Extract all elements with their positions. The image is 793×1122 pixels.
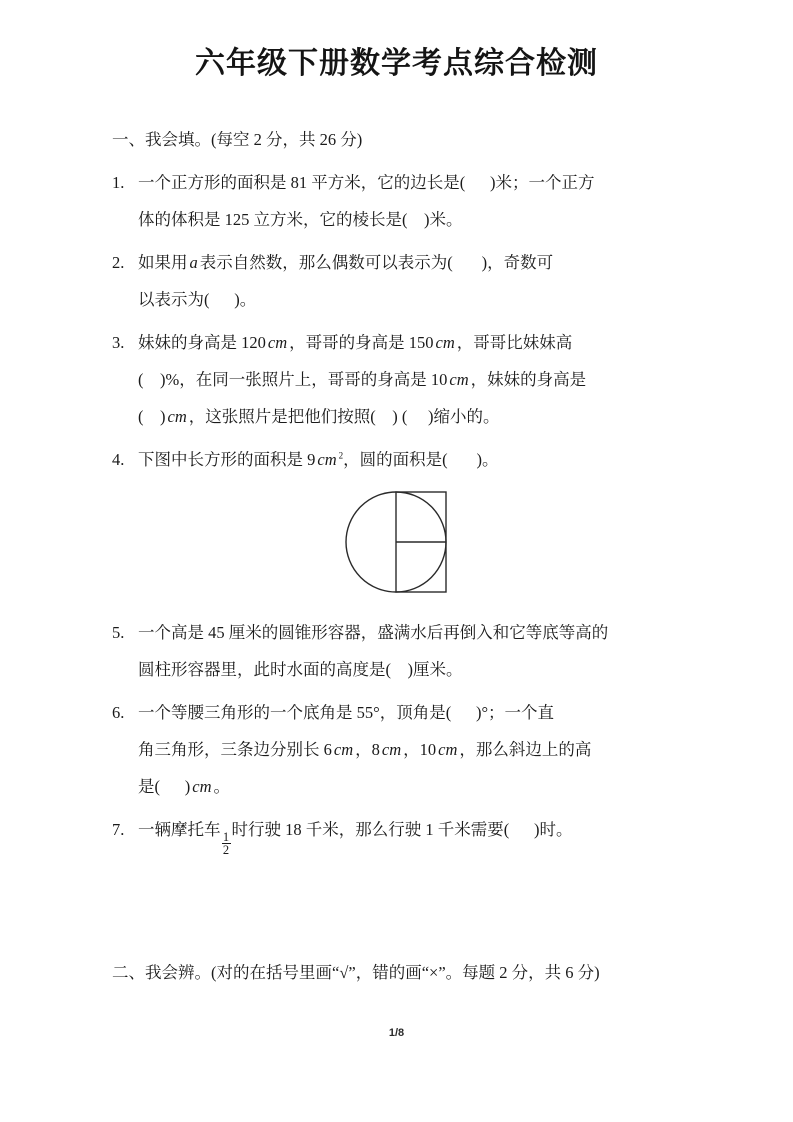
question-3-text-g: ( bbox=[138, 407, 144, 426]
question-1-text-b: )米；一个正方 bbox=[490, 173, 595, 192]
question-1-line-2 bbox=[138, 201, 688, 238]
question-6-number: 6. bbox=[112, 703, 125, 722]
question-3-body bbox=[138, 324, 688, 435]
fraction-one-half bbox=[221, 831, 232, 858]
question-2-text-a: 如果用 bbox=[138, 253, 188, 272]
question-7-text-c: )时。 bbox=[534, 820, 573, 839]
variable-a: a bbox=[189, 253, 198, 272]
question-5 bbox=[112, 614, 688, 688]
question-3-text-a: 妹妹的身高是 120 bbox=[138, 333, 266, 352]
figure-container bbox=[112, 484, 688, 610]
question-5-text-b: 圆柱形容器里，此时水面的高度是( bbox=[138, 660, 391, 679]
answer-blank[interactable] bbox=[451, 694, 476, 731]
unit-cm: cm bbox=[438, 740, 458, 759]
question-5-line-1 bbox=[138, 614, 688, 651]
question-6-text-e: ，10 bbox=[403, 740, 437, 759]
answer-blank[interactable] bbox=[448, 441, 477, 478]
page-title: 六年级下册数学考点综合检测 bbox=[195, 47, 598, 80]
unit-cm: cm bbox=[192, 777, 212, 796]
question-2-number: 2. bbox=[112, 253, 125, 272]
question-3-text-c: ，哥哥比妹妹高 bbox=[456, 333, 573, 352]
answer-blank[interactable] bbox=[210, 281, 235, 318]
question-5-text-c: )厘米。 bbox=[407, 660, 463, 679]
question-6-line-2 bbox=[138, 731, 688, 768]
question-7-line-1 bbox=[138, 811, 688, 857]
question-7 bbox=[112, 811, 688, 857]
question-3-line-2 bbox=[138, 361, 688, 398]
unit-cm: cm bbox=[381, 740, 402, 759]
answer-blank[interactable] bbox=[407, 398, 428, 435]
question-1-text-a: 一个正方形的面积是 81 平方米，它的边长是( bbox=[138, 173, 466, 192]
section-heading-one: 一、我会填。(每空 2 分，共 26 分) bbox=[112, 130, 363, 149]
question-4-number: 4. bbox=[112, 450, 125, 469]
question-3-text-i: ，这张照片是把他们按照( bbox=[188, 407, 376, 426]
question-2-text-b: 表示自然数，那么偶数可以表示为( bbox=[199, 253, 453, 272]
question-3-text-e: )%，在同一张照片上，哥哥的身高是 10 bbox=[160, 370, 448, 389]
answer-blank[interactable] bbox=[509, 811, 534, 848]
question-6-text-i: 。 bbox=[213, 777, 230, 796]
question-3-line-3 bbox=[138, 398, 688, 435]
question-6 bbox=[112, 694, 688, 805]
question-3-text-h: ) bbox=[160, 407, 166, 426]
question-1-text-c: 体的体积是 125 立方米，它的棱长是( bbox=[138, 210, 408, 229]
question-2 bbox=[112, 244, 688, 318]
question-7-text-b: 时行驶 18 千米，那么行驶 1 千米需要( bbox=[231, 820, 510, 839]
answer-blank[interactable] bbox=[376, 398, 393, 435]
question-4-text-b: ，圆的面积是( bbox=[343, 450, 448, 469]
answer-blank[interactable] bbox=[144, 361, 161, 398]
question-2-body bbox=[138, 244, 688, 318]
question-4-text-a: 下图中长方形的面积是 9 bbox=[138, 450, 316, 469]
question-3-line-1 bbox=[138, 324, 688, 361]
fraction-denominator: 2 bbox=[222, 843, 230, 858]
question-3-text-k: )缩小的。 bbox=[428, 407, 500, 426]
question-2-text-c: )，奇数可 bbox=[481, 253, 554, 272]
question-5-body bbox=[138, 614, 688, 688]
question-6-text-d: ，8 bbox=[355, 740, 380, 759]
section-spacer bbox=[112, 863, 688, 959]
question-1-body bbox=[138, 164, 688, 238]
question-2-text-d: 以表示为( bbox=[138, 290, 210, 309]
unit-cm: cm bbox=[167, 407, 187, 426]
answer-blank[interactable] bbox=[453, 244, 482, 281]
question-2-line-2 bbox=[138, 281, 688, 318]
unit-cm: cm bbox=[333, 740, 354, 759]
unit-cm: cm bbox=[317, 450, 337, 469]
question-1-text-d: )米。 bbox=[424, 210, 463, 229]
question-4-text-c: )。 bbox=[476, 450, 499, 469]
question-3-text-b: ，哥哥的身高是 150 bbox=[289, 333, 434, 352]
question-5-line-2 bbox=[138, 651, 688, 688]
question-2-text-e: )。 bbox=[234, 290, 257, 309]
question-1-line-1 bbox=[138, 164, 688, 201]
question-5-text-a: 一个高是 45 厘米的圆锥形容器，盛满水后再倒入和它等底等高的 bbox=[138, 623, 609, 642]
question-6-line-1 bbox=[138, 694, 688, 731]
question-6-text-b: )°；一个直 bbox=[475, 703, 555, 722]
question-1 bbox=[112, 164, 688, 238]
answer-blank[interactable] bbox=[160, 768, 185, 805]
question-4-body bbox=[138, 441, 688, 478]
question-3 bbox=[112, 324, 688, 435]
question-6-line-3 bbox=[138, 768, 688, 805]
question-7-body bbox=[138, 811, 688, 857]
question-1-number: 1. bbox=[112, 173, 125, 192]
unit-cm: cm bbox=[435, 333, 455, 352]
question-2-line-1 bbox=[138, 244, 688, 281]
question-6-text-f: ，那么斜边上的高 bbox=[459, 740, 592, 759]
question-3-text-f: ，妹妹的身高是 bbox=[470, 370, 587, 389]
question-6-body bbox=[138, 694, 688, 805]
question-7-number: 7. bbox=[112, 820, 125, 839]
question-3-number: 3. bbox=[112, 333, 125, 352]
answer-blank[interactable] bbox=[408, 201, 425, 238]
answer-blank[interactable] bbox=[391, 651, 408, 688]
circle-with-inscribed-square-diagram bbox=[344, 484, 464, 602]
fraction-numerator: 1 bbox=[222, 829, 230, 844]
question-6-text-c: 角三角形，三条边分别长 6 bbox=[138, 740, 332, 759]
question-3-text-d: ( bbox=[138, 370, 144, 389]
section-heading-two: 二、我会辨。(对的在括号里画“√”，错的画“×”。每题 2 分，共 6 分) bbox=[112, 963, 600, 983]
answer-blank[interactable] bbox=[144, 398, 161, 435]
question-5-number: 5. bbox=[112, 623, 125, 642]
question-4 bbox=[112, 441, 688, 478]
question-4-line-1 bbox=[138, 441, 688, 478]
answer-blank[interactable] bbox=[465, 164, 490, 201]
unit-cm: cm bbox=[449, 370, 469, 389]
unit-cm: cm bbox=[267, 333, 288, 352]
question-7-text-a: 一辆摩托车 bbox=[138, 820, 221, 839]
page-number-footer: 1/8 bbox=[388, 1027, 405, 1039]
question-6-text-g: 是( bbox=[138, 777, 160, 796]
question-6-text-h: ) bbox=[184, 777, 191, 796]
superscript-two: 2 bbox=[338, 450, 344, 461]
question-6-text-a: 一个等腰三角形的一个底角是 55°，顶角是( bbox=[138, 703, 452, 722]
exam-content bbox=[112, 126, 688, 997]
question-3-text-j: ) ( bbox=[392, 407, 408, 426]
